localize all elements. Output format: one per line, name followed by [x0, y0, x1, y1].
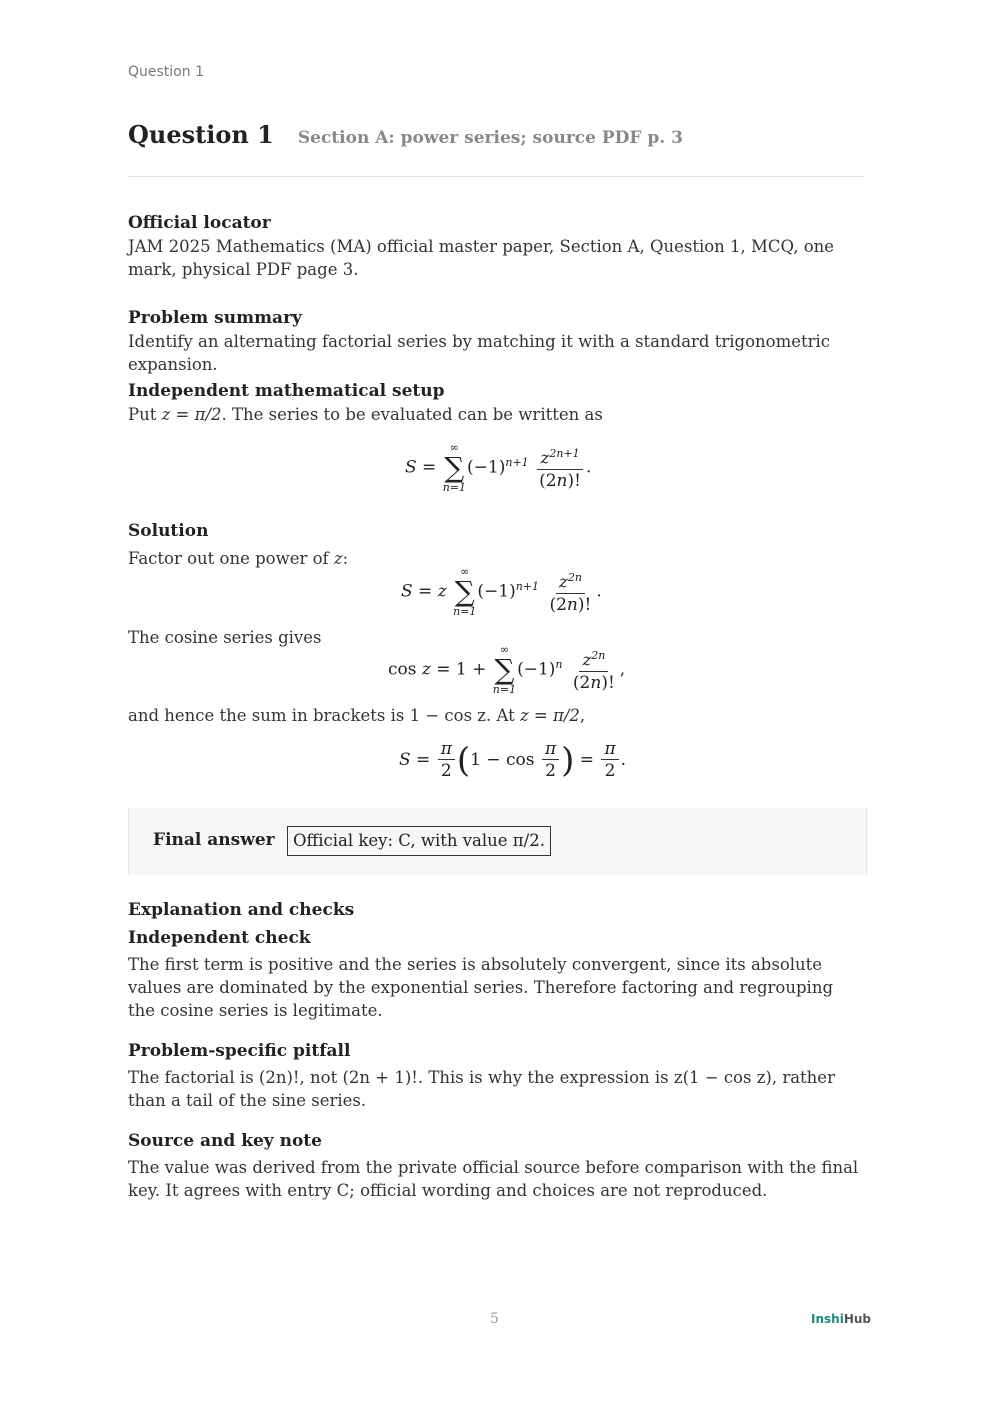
solution-factor-text: Factor out one power of z:: [128, 549, 349, 568]
check-heading: Independent check: [128, 928, 311, 948]
pitfall-heading: Problem-specific pitfall: [128, 1041, 351, 1061]
page-title: Question 1: [128, 120, 274, 149]
locator-heading: Official locator: [128, 213, 271, 233]
equation-result: S = $\frac{\pi}{2}$ (1 − cos $\frac{\pi}{2}$ ) = $\frac{\pi}{2}$ .: [399, 739, 627, 781]
hence-text-block: [128, 704, 865, 727]
setup-text: Put z = π/2. The series to be evaluated can be written as: [128, 405, 603, 424]
title-divider: [128, 176, 865, 177]
summary-section: [128, 306, 865, 376]
solution-section: [128, 519, 865, 570]
summary-text: Identify an alternating factorial series by matching it with a standard trigonometric expansion.: [128, 332, 831, 374]
source-text: The value was derived from the private official source before comparison with the final key. It agrees with entry C; official wording and choices are not reproduced.: [128, 1158, 859, 1200]
check-text: The first term is positive and the series is absolutely convergent, since its absolute values are dominated by the exponential series. Therefore factoring and regrouping the cosine series is legitimate.: [128, 955, 834, 1020]
equation-factored: S = z ∞ ∑ n=1 $(-1)^{n+1}$ $\frac{z^{2n}}{(2n)!}$ .: [401, 565, 602, 618]
hence-text: and hence the sum in brackets is 1 − cos z. At z = π/2,: [128, 706, 586, 725]
setup-heading: Independent mathematical setup: [128, 381, 445, 401]
explanation-heading: Explanation and checks: [128, 900, 355, 920]
page-subtitle: Section A: power series; source PDF p. 3: [297, 128, 683, 148]
brand-logo: InshiHub: [811, 1312, 871, 1326]
locator-text: JAM 2025 Mathematics (MA) official master paper, Section A, Question 1, MCQ, one mark, physical PDF page 3.: [128, 237, 835, 279]
equation-cosine-series: cos z = 1 + ∞ ∑ n=1 $(-1)^n$ $\frac{z^{2n}}{(2n)!}$ ,: [388, 643, 626, 696]
running-header: Question 1: [128, 64, 204, 80]
explanation-section: [128, 898, 865, 1202]
equation-series-s: S = ∞ ∑ n=1 $(-1)^{n+1}$ $\frac{z^{2n+1}}{(2n)!}$ .: [405, 441, 592, 494]
setup-math: z = π/2: [161, 405, 222, 424]
solution-heading: Solution: [128, 521, 209, 541]
source-heading: Source and key note: [128, 1131, 322, 1151]
final-answer-label: Final answer: [153, 830, 275, 850]
locator-section: [128, 211, 865, 281]
title-row: [128, 120, 865, 149]
page-number: 5: [490, 1311, 499, 1327]
final-answer-box: [128, 808, 867, 875]
final-answer-key: Official key: C, with value π/2.: [287, 826, 551, 856]
pitfall-text: The factorial is (2n)!, not (2n + 1)!. This is why the expression is z(1 − cos z), rather than a tail of the sine series.: [128, 1068, 835, 1110]
summary-heading: Problem summary: [128, 308, 302, 328]
cosine-series-text: The cosine series gives: [128, 628, 322, 647]
setup-section: [128, 379, 865, 426]
